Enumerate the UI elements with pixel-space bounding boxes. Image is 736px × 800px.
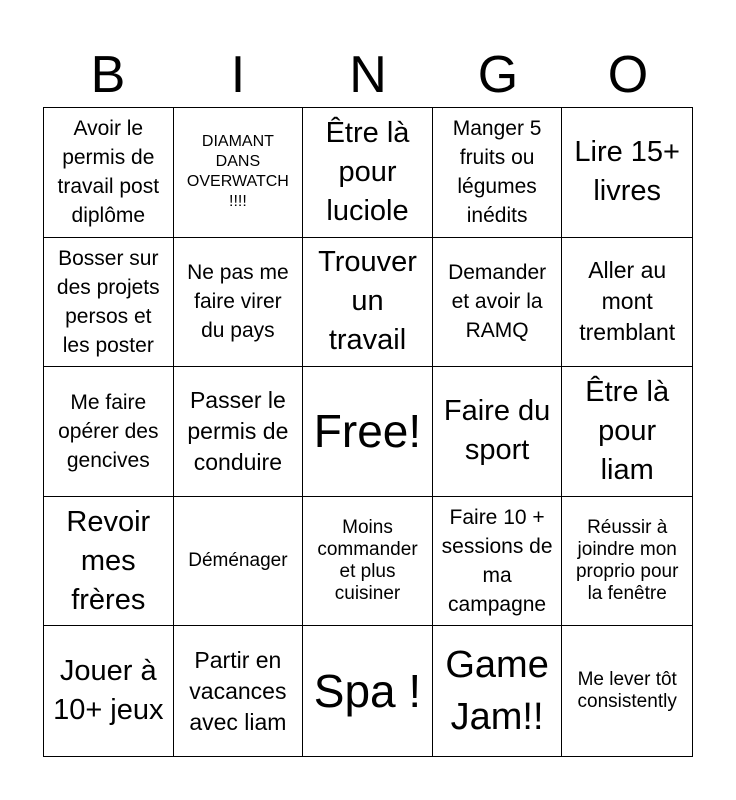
bingo-cell-text: Demander et avoir la RAMQ <box>448 261 547 343</box>
header-letter-i: I <box>230 46 246 104</box>
bingo-cell[interactable] <box>562 367 692 497</box>
bingo-cell[interactable] <box>44 367 174 497</box>
header-letter-b: B <box>90 46 126 104</box>
bingo-cell-text: Faire 10 + sessions de ma campagne <box>441 506 553 617</box>
bingo-cell[interactable] <box>562 238 692 368</box>
bingo-grid <box>43 107 693 757</box>
bingo-cell-text: Être là pour luciole <box>325 116 410 227</box>
bingo-cell[interactable] <box>174 367 304 497</box>
bingo-cell[interactable] <box>44 238 174 368</box>
header-letter-n: N <box>349 46 387 104</box>
header-letter-g: G <box>477 46 519 104</box>
bingo-cell-text: Réussir à joindre mon proprio pour la fenêtre <box>575 517 679 605</box>
bingo-cell-text: Spa ! <box>313 665 422 718</box>
free-space-text: Free! <box>313 405 422 458</box>
bingo-cell[interactable] <box>303 497 433 627</box>
bingo-cell[interactable] <box>562 108 692 238</box>
bingo-cell[interactable] <box>303 108 433 238</box>
bingo-cell[interactable] <box>44 497 174 627</box>
bingo-cell-text: DIAMANT DANS OVERWATCH !!!! <box>186 133 289 211</box>
free-space-cell[interactable] <box>303 367 433 497</box>
bingo-cell-text: Partir en vacances avec liam <box>189 646 287 735</box>
bingo-cell-text: Lire 15+ livres <box>574 136 680 208</box>
bingo-cell[interactable] <box>303 626 433 756</box>
bingo-cell-text: Me lever tôt consistently <box>577 669 677 713</box>
bingo-cell[interactable] <box>44 108 174 238</box>
bingo-cell[interactable] <box>562 497 692 627</box>
bingo-cell-text: Bosser sur des projets persos et les poster <box>56 246 160 357</box>
bingo-cell-text: Moins commander et plus cuisiner <box>317 517 418 605</box>
bingo-cell-text: Trouver un travail <box>318 246 417 357</box>
bingo-cell-text: Faire du sport <box>443 395 551 467</box>
bingo-cell[interactable] <box>174 238 304 368</box>
bingo-cell-text: Game Jam!! <box>445 644 549 739</box>
bingo-cell-text: Déménager <box>188 550 288 572</box>
bingo-cell[interactable] <box>433 238 563 368</box>
bingo-cell[interactable] <box>174 108 304 238</box>
bingo-cell[interactable] <box>433 626 563 756</box>
bingo-cell-text: Revoir mes frères <box>66 505 151 616</box>
header-letter-o: O <box>607 46 649 104</box>
bingo-cell-text: Me faire opérer des gencives <box>58 390 159 472</box>
bingo-header <box>43 44 693 106</box>
bingo-cell-text: Manger 5 fruits ou légumes inédits <box>452 117 542 228</box>
bingo-cell[interactable] <box>174 497 304 627</box>
bingo-cell-text: Être là pour liam <box>585 375 670 486</box>
bingo-cell[interactable] <box>174 626 304 756</box>
bingo-cell-text: Jouer à 10+ jeux <box>53 655 164 727</box>
bingo-cell[interactable] <box>44 626 174 756</box>
bingo-cell-text: Avoir le permis de travail post diplôme <box>57 117 160 228</box>
bingo-cell[interactable] <box>433 367 563 497</box>
bingo-cell-text: Ne pas me faire virer du pays <box>187 261 289 343</box>
bingo-cell[interactable] <box>303 238 433 368</box>
bingo-cell-text: Aller au mont tremblant <box>579 257 676 346</box>
bingo-cell[interactable] <box>433 108 563 238</box>
bingo-cell[interactable] <box>562 626 692 756</box>
bingo-cell-text: Passer le permis de conduire <box>187 386 289 475</box>
bingo-cell[interactable] <box>433 497 563 627</box>
